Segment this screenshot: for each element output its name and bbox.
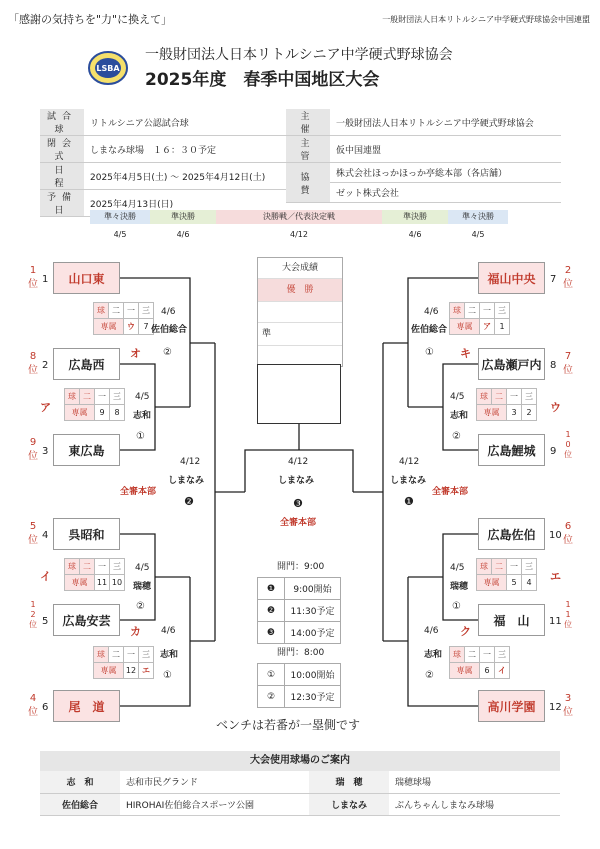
venue-full: 志和市民グランド [126,778,199,789]
team-name: 広島鯉城 [478,434,545,466]
team-number: 2 [42,360,49,371]
info-value: リトルシニア公認試合球 [84,109,290,136]
team-number: 4 [42,530,49,541]
game-venue: しまなみ [168,476,205,486]
game-number: ① [425,347,434,358]
info-value: 2025年4月5日(土) ～ 2025年4月12日(土) [84,163,290,190]
game-number: ❷ [184,495,194,508]
scoreboard: 球 二 一 三 専属 ウ 7 [93,302,154,335]
seed-rank: 3 位 [563,693,573,718]
seed-rank: 5 位 [28,521,38,546]
info-label: 日 程 [40,163,84,190]
venue-short: しまなみ [309,793,389,815]
svg-text:LSBA: LSBA [96,64,120,73]
venue-full: HIROHAI佐伯総合スポーツ公園 [126,800,254,811]
team-name: 山口東 [53,262,120,294]
team-name: 広島佐伯 [478,518,545,550]
schedule-no: ① [258,664,285,686]
umpire: 全審本部 [280,518,317,528]
team-name: 広島西 [53,348,120,380]
seed-rank: 4 位 [28,693,38,718]
info-value: 一般財団法人日本リトルシニア中学硬式野球協会 [330,109,561,136]
venue-short: 志 和 [40,771,120,793]
game-letter: イ [40,570,51,583]
game-venue: 瑞穂 [133,582,152,592]
team-number: 8 [550,360,557,371]
team-name: 福 山 [478,604,545,636]
team-number: 3 [42,446,49,457]
game-date: 4/5 [135,563,150,573]
seed-rank: 2 位 [563,265,573,290]
result-title: 大会成績 [258,258,342,279]
schedule-no: ② [258,686,285,708]
game-letter: カ [130,625,141,638]
scoreboard: 球 二 一 三 専属 ア 1 [449,302,510,335]
phase-date: 4/5 [113,230,127,239]
info-value: 2025年4月13日(日) [84,190,290,217]
venue-table [40,751,560,816]
scoreboard: 球 二 一 三 専属 11 10 [64,558,125,591]
game-venue: しまなみ [278,476,315,486]
game-number: ❸ [293,497,303,510]
org-title: 一般財団法人日本リトルシニア中学硬式野球協会 [145,47,453,63]
seed-rank: 9 位 [28,437,38,462]
info-label: 予備日 [40,190,84,217]
game-venue: 志和 [424,650,443,660]
gate-open-time: 開門：9:00 [277,562,325,572]
team-number: 1 [42,274,49,285]
game-venue: 佐伯総合 [151,325,188,335]
venue-full: ぶんちゃんしまなみ球場 [395,800,495,811]
schedule-time: 10:00開始 [285,664,341,686]
game-number: ② [163,347,172,358]
game-number: ② [136,601,145,612]
team-name: 広島瀬戸内 [478,348,545,380]
team-name: 広島安芸 [53,604,120,636]
umpire: 全審本部 [432,487,469,497]
bench-note: ベンチは若番が一塁側です [216,718,361,732]
team-number: 12 [549,702,562,713]
info-label: 主 管 [286,136,330,163]
game-venue: 志和 [133,411,152,421]
venue-short: 瑞 穂 [309,771,389,793]
scoreboard: 球 二 一 三 専属 3 2 [476,388,537,421]
scoreboard: 球 二 一 三 専属 5 4 [476,558,537,591]
umpire: 全審本部 [120,487,157,497]
schedule-no: ❸ [258,622,285,644]
info-value: ゼット株式会社 [330,183,561,203]
schedule-time: 12:30予定 [285,686,341,708]
game-letter: オ [130,347,141,360]
game-date: 4/6 [424,307,439,317]
game-number: ① [163,670,172,681]
phase-date: 4/5 [471,230,485,239]
game-number: ② [452,431,461,442]
phase-date: 4/6 [176,230,190,239]
game-number: ① [452,601,461,612]
game-venue: しまなみ [390,476,427,486]
gate-open-time: 開門：8:00 [277,648,325,658]
phase-date: 4/12 [290,230,308,239]
org-top: 一般財団法人日本リトルシニア中学硬式野球協会中国連盟 [382,15,590,24]
phase-label: 準々決勝 [448,210,508,224]
scoreboard: 球 二 一 三 専属 12 エ [93,646,154,679]
team-name: 福山中央 [478,262,545,294]
info-label: 協 賛 [286,163,330,203]
team-name: 呉昭和 [53,518,120,550]
game-venue: 志和 [450,411,469,421]
schedule-time: 11:30予定 [285,600,341,622]
game-date: 4/12 [288,457,309,467]
schedule-no: ❶ [258,578,285,600]
info-value: 仮中国連盟 [330,136,561,163]
scoreboard: 球 二 一 三 専属 9 8 [64,388,125,421]
game-number: ② [425,670,434,681]
venue-table-title: 大会使用球場のご案内 [40,751,560,771]
game-date: 4/5 [135,392,150,402]
seed-rank: 1 位 [28,265,38,290]
phase-label: 準決勝 [150,210,216,224]
seed-rank: 1 1 位 [564,600,572,629]
game-venue: 佐伯総合 [411,325,448,335]
team-number: 11 [549,616,562,627]
info-label: 主 催 [286,109,330,136]
team-number: 5 [42,616,49,627]
game-date: 4/5 [450,563,465,573]
game-date: 4/6 [161,626,176,636]
game-date: 4/6 [424,626,439,636]
phase-label: 準決勝 [382,210,448,224]
seed-rank: 1 0 位 [564,430,572,459]
game-letter: ア [40,401,51,414]
team-name: 高川学園 [478,690,545,722]
game-date: 4/6 [161,307,176,317]
venue-full: 瑞穂球場 [395,778,432,789]
info-value: しまなみ球場 １６：３０予定 [84,136,290,163]
seed-rank: 7 位 [563,351,573,376]
team-number: 6 [42,702,49,713]
venue-short: 佐伯総合 [40,793,120,815]
schedule-time: 9:00開始 [285,578,341,600]
seed-rank: 1 2 位 [29,600,37,629]
phase-date: 4/6 [408,230,422,239]
game-date: 4/5 [450,392,465,402]
team-number: 10 [549,530,562,541]
scoreboard: 球 二 一 三 専属 6 イ [449,646,510,679]
team-number: 7 [550,274,557,285]
page-title: 2025年度 春季中国地区大会 [145,70,380,90]
phase-label: 準々決勝 [90,210,150,224]
seed-rank: 8 位 [28,351,38,376]
game-letter: ク [460,625,471,638]
info-label: 試合球 [40,109,84,136]
info-label: 閉会式 [40,136,84,163]
time-table [257,663,341,708]
phase-label: 決勝戦／代表決定戦 [216,210,382,224]
game-venue: 志和 [160,650,179,660]
info-value: 株式会社ほっかほっか亭総本部（各店舗） [330,163,561,183]
game-number: ❶ [404,495,414,508]
seed-rank: 6 位 [563,521,573,546]
game-date: 4/12 [399,457,420,467]
team-name: 東広島 [53,434,120,466]
result-semi: 準 [258,322,342,345]
game-letter: ウ [550,401,561,414]
team-number: 9 [550,446,557,457]
game-venue: 瑞穂 [450,582,469,592]
result-winner: 優 勝 [258,279,342,301]
game-number: ① [136,431,145,442]
schedule-time: 14:00予定 [285,622,341,644]
schedule-no: ❷ [258,600,285,622]
slogan: 「感謝の気持ちを"力"に換えて」 [8,13,173,26]
game-letter: エ [550,570,561,583]
team-name: 尾 道 [53,690,120,722]
game-date: 4/12 [180,457,201,467]
time-table [257,577,341,644]
game-letter: キ [460,347,471,360]
